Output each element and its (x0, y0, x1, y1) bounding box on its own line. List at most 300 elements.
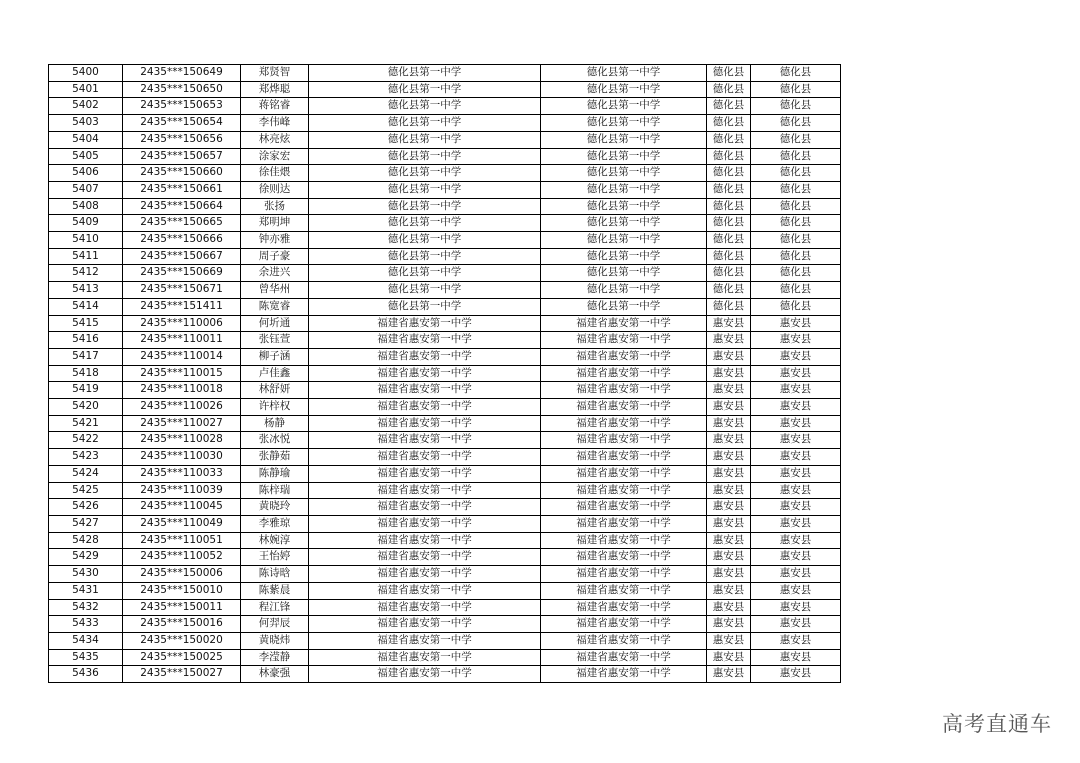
table-row (49, 382, 841, 399)
seq-cell: 5428 (49, 532, 123, 549)
county-cell: 德化县 (707, 65, 751, 82)
name-cell: 林舒妍 (241, 382, 309, 399)
school-cell: 福建省惠安第一中学 (309, 515, 541, 532)
county-cell: 德化县 (707, 248, 751, 265)
candidate-id-cell: 2435***150016 (123, 616, 241, 633)
district-cell: 德化县 (751, 248, 841, 265)
district-cell: 惠安县 (751, 415, 841, 432)
candidate-id-cell: 2435***110049 (123, 515, 241, 532)
school-cell: 福建省惠安第一中学 (309, 649, 541, 666)
table-row (49, 165, 841, 182)
exam-site-cell: 德化县第一中学 (541, 181, 707, 198)
seq-cell: 5434 (49, 632, 123, 649)
seq-cell: 5407 (49, 181, 123, 198)
seq-cell: 5422 (49, 432, 123, 449)
name-cell: 周子豪 (241, 248, 309, 265)
exam-site-cell: 福建省惠安第一中学 (541, 499, 707, 516)
school-cell: 福建省惠安第一中学 (309, 399, 541, 416)
seq-cell: 5409 (49, 215, 123, 232)
school-cell: 福建省惠安第一中学 (309, 632, 541, 649)
seq-cell: 5406 (49, 165, 123, 182)
seq-cell: 5436 (49, 666, 123, 683)
school-cell: 福建省惠安第一中学 (309, 382, 541, 399)
table-row (49, 98, 841, 115)
county-cell: 惠安县 (707, 666, 751, 683)
seq-cell: 5433 (49, 616, 123, 633)
name-cell: 林亮炫 (241, 131, 309, 148)
exam-site-cell: 福建省惠安第一中学 (541, 515, 707, 532)
candidate-id-cell: 2435***150671 (123, 282, 241, 299)
table-body (49, 65, 841, 683)
exam-site-cell: 福建省惠安第一中学 (541, 549, 707, 566)
county-cell: 惠安县 (707, 332, 751, 349)
school-cell: 德化县第一中学 (309, 248, 541, 265)
table-row (49, 81, 841, 98)
name-cell: 陈梓瑞 (241, 482, 309, 499)
district-cell: 惠安县 (751, 449, 841, 466)
name-cell: 蒋铭睿 (241, 98, 309, 115)
table-row (49, 515, 841, 532)
table-row (49, 499, 841, 516)
seq-cell: 5426 (49, 499, 123, 516)
district-cell: 惠安县 (751, 432, 841, 449)
name-cell: 陈紫晨 (241, 582, 309, 599)
school-cell: 福建省惠安第一中学 (309, 616, 541, 633)
candidate-id-cell: 2435***110052 (123, 549, 241, 566)
table-row (49, 148, 841, 165)
candidate-id-cell: 2435***150665 (123, 215, 241, 232)
school-cell: 德化县第一中学 (309, 165, 541, 182)
exam-site-cell: 德化县第一中学 (541, 98, 707, 115)
candidate-id-cell: 2435***150661 (123, 181, 241, 198)
school-cell: 德化县第一中学 (309, 148, 541, 165)
table-row (49, 666, 841, 683)
school-cell: 德化县第一中学 (309, 81, 541, 98)
county-cell: 德化县 (707, 131, 751, 148)
exam-site-cell: 福建省惠安第一中学 (541, 382, 707, 399)
seq-cell: 5411 (49, 248, 123, 265)
seq-cell: 5416 (49, 332, 123, 349)
seq-cell: 5419 (49, 382, 123, 399)
district-cell: 惠安县 (751, 549, 841, 566)
exam-site-cell: 德化县第一中学 (541, 282, 707, 299)
table-row (49, 215, 841, 232)
district-cell: 德化县 (751, 282, 841, 299)
district-cell: 德化县 (751, 131, 841, 148)
exam-site-cell: 德化县第一中学 (541, 248, 707, 265)
name-cell: 陈诗晗 (241, 566, 309, 583)
name-cell: 李伟峰 (241, 115, 309, 132)
table-row (49, 549, 841, 566)
seq-cell: 5424 (49, 465, 123, 482)
table-row (49, 632, 841, 649)
seq-cell: 5410 (49, 232, 123, 249)
name-cell: 张扬 (241, 198, 309, 215)
county-cell: 德化县 (707, 298, 751, 315)
seq-cell: 5435 (49, 649, 123, 666)
candidate-id-cell: 2435***110014 (123, 348, 241, 365)
school-cell: 德化县第一中学 (309, 232, 541, 249)
table-row (49, 616, 841, 633)
county-cell: 德化县 (707, 81, 751, 98)
name-cell: 黄晓玲 (241, 499, 309, 516)
seq-cell: 5425 (49, 482, 123, 499)
exam-site-cell: 福建省惠安第一中学 (541, 315, 707, 332)
name-cell: 曾华州 (241, 282, 309, 299)
name-cell: 钟亦雅 (241, 232, 309, 249)
district-cell: 惠安县 (751, 315, 841, 332)
table-row (49, 566, 841, 583)
name-cell: 林婉淳 (241, 532, 309, 549)
candidate-id-cell: 2435***150650 (123, 81, 241, 98)
exam-site-cell: 德化县第一中学 (541, 65, 707, 82)
district-cell: 惠安县 (751, 365, 841, 382)
name-cell: 张钰萱 (241, 332, 309, 349)
school-cell: 福建省惠安第一中学 (309, 332, 541, 349)
seq-cell: 5404 (49, 131, 123, 148)
district-cell: 德化县 (751, 181, 841, 198)
county-cell: 德化县 (707, 148, 751, 165)
county-cell: 德化县 (707, 165, 751, 182)
county-cell: 惠安县 (707, 348, 751, 365)
district-cell: 惠安县 (751, 348, 841, 365)
district-cell: 惠安县 (751, 532, 841, 549)
name-cell: 李滢静 (241, 649, 309, 666)
county-cell: 惠安县 (707, 415, 751, 432)
exam-site-cell: 福建省惠安第一中学 (541, 632, 707, 649)
county-cell: 惠安县 (707, 549, 751, 566)
table-row (49, 198, 841, 215)
school-cell: 德化县第一中学 (309, 198, 541, 215)
seq-cell: 5412 (49, 265, 123, 282)
school-cell: 德化县第一中学 (309, 265, 541, 282)
seq-cell: 5408 (49, 198, 123, 215)
candidate-id-cell: 2435***110028 (123, 432, 241, 449)
table-row (49, 465, 841, 482)
exam-site-cell: 德化县第一中学 (541, 148, 707, 165)
name-cell: 张冰悦 (241, 432, 309, 449)
district-cell: 惠安县 (751, 499, 841, 516)
school-cell: 德化县第一中学 (309, 282, 541, 299)
table-row (49, 115, 841, 132)
exam-site-cell: 福建省惠安第一中学 (541, 482, 707, 499)
school-cell: 福建省惠安第一中学 (309, 566, 541, 583)
county-cell: 惠安县 (707, 582, 751, 599)
exam-site-cell: 德化县第一中学 (541, 115, 707, 132)
exam-site-cell: 福建省惠安第一中学 (541, 348, 707, 365)
table-row (49, 399, 841, 416)
seq-cell: 5430 (49, 566, 123, 583)
county-cell: 惠安县 (707, 616, 751, 633)
table-row (49, 332, 841, 349)
exam-site-cell: 福建省惠安第一中学 (541, 566, 707, 583)
candidate-id-cell: 2435***110045 (123, 499, 241, 516)
seq-cell: 5431 (49, 582, 123, 599)
seq-cell: 5415 (49, 315, 123, 332)
seq-cell: 5401 (49, 81, 123, 98)
seq-cell: 5400 (49, 65, 123, 82)
name-cell: 卢佳鑫 (241, 365, 309, 382)
county-cell: 德化县 (707, 98, 751, 115)
school-cell: 福建省惠安第一中学 (309, 549, 541, 566)
exam-site-cell: 福建省惠安第一中学 (541, 666, 707, 683)
name-cell: 陈宽睿 (241, 298, 309, 315)
seq-cell: 5427 (49, 515, 123, 532)
candidate-id-cell: 2435***110033 (123, 465, 241, 482)
candidate-id-cell: 2435***110026 (123, 399, 241, 416)
district-cell: 惠安县 (751, 649, 841, 666)
name-cell: 程江锋 (241, 599, 309, 616)
district-cell: 惠安县 (751, 515, 841, 532)
school-cell: 德化县第一中学 (309, 131, 541, 148)
exam-site-cell: 福建省惠安第一中学 (541, 532, 707, 549)
county-cell: 惠安县 (707, 432, 751, 449)
exam-site-cell: 福建省惠安第一中学 (541, 432, 707, 449)
exam-site-cell: 福建省惠安第一中学 (541, 332, 707, 349)
table-row (49, 131, 841, 148)
candidate-id-cell: 2435***150653 (123, 98, 241, 115)
district-cell: 德化县 (751, 215, 841, 232)
county-cell: 惠安县 (707, 315, 751, 332)
district-cell: 惠安县 (751, 332, 841, 349)
exam-site-cell: 福建省惠安第一中学 (541, 649, 707, 666)
candidate-id-cell: 2435***110011 (123, 332, 241, 349)
school-cell: 德化县第一中学 (309, 298, 541, 315)
candidate-id-cell: 2435***150010 (123, 582, 241, 599)
name-cell: 李雅琼 (241, 515, 309, 532)
table-row (49, 532, 841, 549)
county-cell: 惠安县 (707, 599, 751, 616)
table-row (49, 315, 841, 332)
name-cell: 徐佳煨 (241, 165, 309, 182)
county-cell: 惠安县 (707, 649, 751, 666)
candidate-id-cell: 2435***150656 (123, 131, 241, 148)
candidate-id-cell: 2435***150669 (123, 265, 241, 282)
candidate-id-cell: 2435***150025 (123, 649, 241, 666)
name-cell: 张静茹 (241, 449, 309, 466)
candidate-id-cell: 2435***150667 (123, 248, 241, 265)
school-cell: 福建省惠安第一中学 (309, 499, 541, 516)
county-cell: 德化县 (707, 215, 751, 232)
district-cell: 惠安县 (751, 399, 841, 416)
school-cell: 福建省惠安第一中学 (309, 465, 541, 482)
table-row (49, 265, 841, 282)
district-cell: 惠安县 (751, 599, 841, 616)
name-cell: 何圻通 (241, 315, 309, 332)
name-cell: 王怡婷 (241, 549, 309, 566)
name-cell: 柳子涵 (241, 348, 309, 365)
school-cell: 德化县第一中学 (309, 215, 541, 232)
candidate-id-cell: 2435***150020 (123, 632, 241, 649)
district-cell: 德化县 (751, 98, 841, 115)
table-row (49, 232, 841, 249)
exam-site-cell: 德化县第一中学 (541, 232, 707, 249)
table-row (49, 432, 841, 449)
candidate-id-cell: 2435***150011 (123, 599, 241, 616)
exam-site-cell: 德化县第一中学 (541, 265, 707, 282)
table-row (49, 482, 841, 499)
exam-site-cell: 福建省惠安第一中学 (541, 399, 707, 416)
name-cell: 黄晓炜 (241, 632, 309, 649)
candidate-id-cell: 2435***110030 (123, 449, 241, 466)
county-cell: 惠安县 (707, 515, 751, 532)
school-cell: 福建省惠安第一中学 (309, 482, 541, 499)
candidate-id-cell: 2435***150654 (123, 115, 241, 132)
district-cell: 惠安县 (751, 465, 841, 482)
school-cell: 福建省惠安第一中学 (309, 432, 541, 449)
district-cell: 惠安县 (751, 482, 841, 499)
school-cell: 福建省惠安第一中学 (309, 415, 541, 432)
exam-site-cell: 德化县第一中学 (541, 165, 707, 182)
seq-cell: 5420 (49, 399, 123, 416)
seq-cell: 5403 (49, 115, 123, 132)
county-cell: 德化县 (707, 181, 751, 198)
seq-cell: 5405 (49, 148, 123, 165)
district-cell: 德化县 (751, 298, 841, 315)
district-cell: 惠安县 (751, 666, 841, 683)
candidate-id-cell: 2435***151411 (123, 298, 241, 315)
table-row (49, 348, 841, 365)
candidate-id-cell: 2435***150660 (123, 165, 241, 182)
county-cell: 惠安县 (707, 482, 751, 499)
county-cell: 惠安县 (707, 499, 751, 516)
name-cell: 陈静瑜 (241, 465, 309, 482)
district-cell: 德化县 (751, 165, 841, 182)
table-row (49, 599, 841, 616)
school-cell: 福建省惠安第一中学 (309, 532, 541, 549)
district-cell: 惠安县 (751, 582, 841, 599)
name-cell: 余进兴 (241, 265, 309, 282)
table-row (49, 298, 841, 315)
district-cell: 德化县 (751, 148, 841, 165)
name-cell: 杨静 (241, 415, 309, 432)
table-row (49, 649, 841, 666)
district-cell: 德化县 (751, 65, 841, 82)
county-cell: 德化县 (707, 282, 751, 299)
exam-site-cell: 福建省惠安第一中学 (541, 415, 707, 432)
district-cell: 德化县 (751, 198, 841, 215)
candidate-id-cell: 2435***150649 (123, 65, 241, 82)
name-cell: 许梓权 (241, 399, 309, 416)
county-cell: 德化县 (707, 265, 751, 282)
county-cell: 惠安县 (707, 632, 751, 649)
exam-site-cell: 福建省惠安第一中学 (541, 582, 707, 599)
candidate-id-cell: 2435***110006 (123, 315, 241, 332)
candidate-id-cell: 2435***110018 (123, 382, 241, 399)
table-row (49, 365, 841, 382)
table-row (49, 449, 841, 466)
name-cell: 郑烨聪 (241, 81, 309, 98)
district-cell: 德化县 (751, 115, 841, 132)
exam-site-cell: 福建省惠安第一中学 (541, 449, 707, 466)
name-cell: 林豪强 (241, 666, 309, 683)
school-cell: 福建省惠安第一中学 (309, 599, 541, 616)
district-cell: 惠安县 (751, 382, 841, 399)
seq-cell: 5418 (49, 365, 123, 382)
candidate-id-cell: 2435***150657 (123, 148, 241, 165)
exam-site-cell: 德化县第一中学 (541, 131, 707, 148)
table-row (49, 415, 841, 432)
district-cell: 德化县 (751, 81, 841, 98)
school-cell: 德化县第一中学 (309, 115, 541, 132)
candidate-id-cell: 2435***150664 (123, 198, 241, 215)
document-sheet (48, 64, 840, 683)
district-cell: 德化县 (751, 265, 841, 282)
seq-cell: 5432 (49, 599, 123, 616)
school-cell: 德化县第一中学 (309, 65, 541, 82)
county-cell: 德化县 (707, 115, 751, 132)
table-row (49, 282, 841, 299)
exam-site-cell: 德化县第一中学 (541, 81, 707, 98)
candidate-id-cell: 2435***110039 (123, 482, 241, 499)
school-cell: 德化县第一中学 (309, 181, 541, 198)
candidate-id-cell: 2435***110027 (123, 415, 241, 432)
candidate-id-cell: 2435***150006 (123, 566, 241, 583)
county-cell: 惠安县 (707, 382, 751, 399)
county-cell: 德化县 (707, 232, 751, 249)
exam-site-cell: 福建省惠安第一中学 (541, 465, 707, 482)
exam-site-cell: 德化县第一中学 (541, 298, 707, 315)
name-cell: 郑贤智 (241, 65, 309, 82)
district-cell: 惠安县 (751, 616, 841, 633)
candidate-id-cell: 2435***110051 (123, 532, 241, 549)
student-list-table (48, 64, 841, 683)
county-cell: 惠安县 (707, 532, 751, 549)
name-cell: 何羿辰 (241, 616, 309, 633)
candidate-id-cell: 2435***150666 (123, 232, 241, 249)
seq-cell: 5414 (49, 298, 123, 315)
district-cell: 德化县 (751, 232, 841, 249)
candidate-id-cell: 2435***110015 (123, 365, 241, 382)
exam-site-cell: 德化县第一中学 (541, 215, 707, 232)
county-cell: 惠安县 (707, 465, 751, 482)
seq-cell: 5417 (49, 348, 123, 365)
seq-cell: 5421 (49, 415, 123, 432)
school-cell: 福建省惠安第一中学 (309, 449, 541, 466)
exam-site-cell: 德化县第一中学 (541, 198, 707, 215)
table-row (49, 65, 841, 82)
seq-cell: 5402 (49, 98, 123, 115)
county-cell: 惠安县 (707, 449, 751, 466)
name-cell: 涂家宏 (241, 148, 309, 165)
exam-site-cell: 福建省惠安第一中学 (541, 599, 707, 616)
name-cell: 徐则达 (241, 181, 309, 198)
table-row (49, 181, 841, 198)
seq-cell: 5423 (49, 449, 123, 466)
school-cell: 福建省惠安第一中学 (309, 315, 541, 332)
county-cell: 德化县 (707, 198, 751, 215)
watermark-text: 高考直通车 (942, 712, 1052, 736)
school-cell: 福建省惠安第一中学 (309, 365, 541, 382)
county-cell: 惠安县 (707, 399, 751, 416)
table-row (49, 248, 841, 265)
exam-site-cell: 福建省惠安第一中学 (541, 365, 707, 382)
school-cell: 福建省惠安第一中学 (309, 348, 541, 365)
district-cell: 惠安县 (751, 632, 841, 649)
school-cell: 福建省惠安第一中学 (309, 666, 541, 683)
seq-cell: 5413 (49, 282, 123, 299)
district-cell: 惠安县 (751, 566, 841, 583)
table-row (49, 582, 841, 599)
candidate-id-cell: 2435***150027 (123, 666, 241, 683)
school-cell: 福建省惠安第一中学 (309, 582, 541, 599)
exam-site-cell: 福建省惠安第一中学 (541, 616, 707, 633)
name-cell: 郑明坤 (241, 215, 309, 232)
school-cell: 德化县第一中学 (309, 98, 541, 115)
county-cell: 惠安县 (707, 365, 751, 382)
seq-cell: 5429 (49, 549, 123, 566)
county-cell: 惠安县 (707, 566, 751, 583)
